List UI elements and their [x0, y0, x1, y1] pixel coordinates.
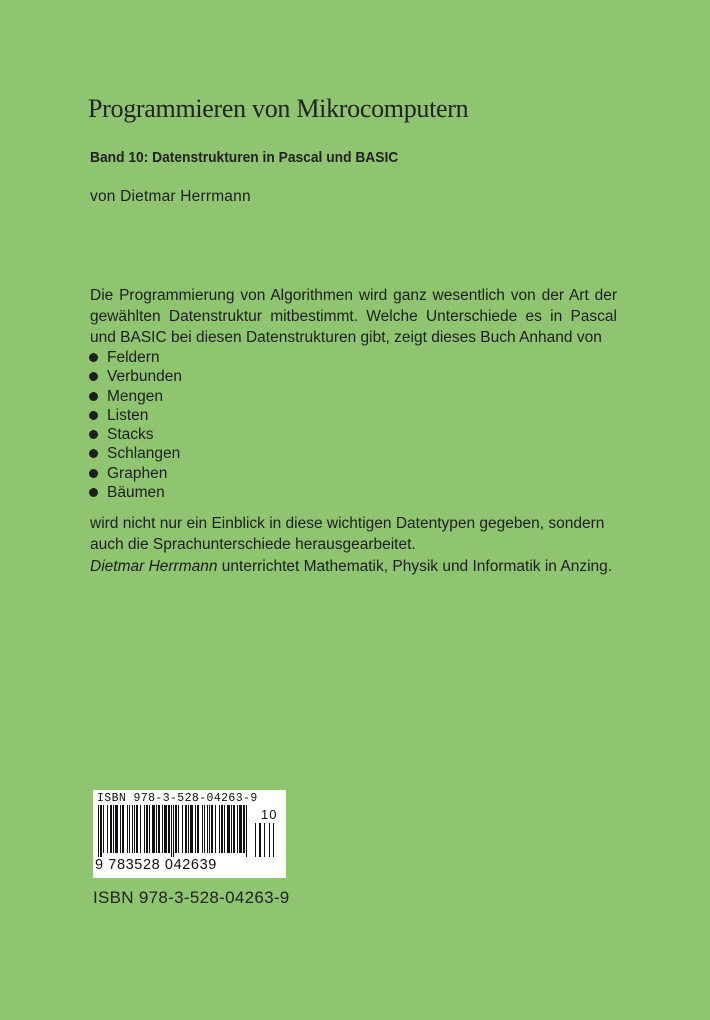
barcode-bar: [197, 805, 199, 853]
barcode-bar: [188, 805, 189, 853]
barcode-bar: [144, 805, 145, 853]
bullet-icon: [89, 430, 98, 439]
bullet-icon: [89, 469, 98, 478]
barcode-box: [93, 790, 286, 878]
barcode-bar: [190, 805, 193, 853]
intro-paragraph: Die Programmierung von Algorithmen wird ganz wesentlich von der Art der gewählten Datenstruktur mitbestimmt. Welche Unterschiede es in Pascal und BASIC bei diesen Datenstrukturen gibt, zeigt dieses Buch Anhand von: [90, 287, 617, 346]
bullet-icon: [89, 411, 98, 420]
barcode-bar: [100, 805, 102, 857]
barcode-bar: [136, 805, 138, 853]
barcode-bar: [134, 805, 135, 853]
barcode-bar: [173, 805, 174, 857]
barcode-bar: [185, 805, 187, 853]
barcode-bar: [239, 805, 242, 853]
barcode-bar: [98, 805, 99, 857]
volume-title: Band 10: Datenstrukturen in Pascal und BASIC: [90, 149, 399, 166]
list-item: [89, 387, 182, 406]
barcode-bar: [219, 805, 220, 853]
barcode-bar: [224, 805, 225, 853]
barcode-isbn-label: ISBN 978-3-528-04263-9: [97, 792, 258, 805]
barcode-bar: [195, 805, 196, 853]
list-item: [89, 483, 182, 502]
list-item: [89, 464, 182, 483]
barcode-bar: [227, 805, 230, 853]
bullet-icon: [89, 372, 98, 381]
outro-paragraph: wird nicht nur ein Einblick in diese wichtigen Datentypen gegeben, sondern auch die Sprachunterschiede herausgearbeitet.: [90, 515, 605, 553]
barcode-bar: [127, 805, 128, 853]
barcode-bar: [202, 805, 203, 853]
barcode-bar: [122, 805, 124, 853]
barcode-bar: [115, 805, 118, 853]
list-item-label: Mengen: [107, 387, 164, 405]
list-item: [89, 425, 182, 444]
barcode-bar: [140, 805, 141, 853]
barcode-bar: [237, 805, 238, 853]
barcode-bar: [164, 805, 167, 853]
list-item: [89, 406, 182, 425]
barcode-bar: [132, 805, 133, 853]
barcode-bar: [107, 805, 108, 853]
barcode-bar: [211, 805, 213, 853]
barcode-bar: [175, 805, 177, 853]
series-title: Programmieren von Mikrocomputern: [88, 94, 469, 123]
list-item-label: Listen: [107, 406, 149, 424]
bullet-icon: [89, 449, 98, 458]
barcode-bar: [231, 805, 232, 853]
author-line: von Dietmar Herrmann: [90, 188, 251, 205]
barcode-bar: [113, 805, 114, 853]
list-item: [89, 367, 182, 386]
list-item-label: Verbunden: [107, 368, 182, 386]
bullet-icon: [89, 392, 98, 401]
barcode-bar: [103, 805, 104, 853]
barcode-bar: [162, 805, 163, 853]
barcode-addon-bar: [269, 823, 270, 857]
barcode-bar: [204, 805, 205, 853]
barcode-bars: [98, 805, 278, 857]
barcode-bar: [120, 805, 121, 853]
barcode-addon-bar: [259, 823, 261, 857]
barcode-bar: [171, 805, 172, 857]
barcode-bar: [149, 805, 150, 853]
list-item-label: Bäumen: [107, 484, 165, 502]
barcode-addon-bar: [273, 823, 274, 857]
bullet-icon: [89, 488, 98, 497]
barcode-bar: [209, 805, 210, 853]
barcode-bar: [215, 805, 216, 853]
barcode-addon-bar: [264, 823, 265, 857]
barcode-bar: [233, 805, 235, 853]
barcode-bar: [110, 805, 112, 853]
barcode-bar: [182, 805, 183, 853]
bullet-icon: [89, 353, 98, 362]
barcode-bar: [158, 805, 160, 853]
barcode-bar: [146, 805, 148, 853]
author-bio: [90, 556, 617, 577]
barcode-bar: [207, 805, 208, 853]
list-item-label: Feldern: [107, 349, 160, 366]
topic-list: [89, 348, 182, 502]
barcode-ean-digits: 9 783528 042639: [95, 857, 217, 873]
barcode-addon: 10: [261, 807, 278, 822]
list-item-label: Graphen: [107, 464, 168, 482]
list-item-label: Stacks: [107, 426, 154, 444]
barcode-bar: [221, 805, 223, 853]
barcode-bar: [129, 805, 130, 853]
list-item: [89, 444, 182, 463]
barcode-addon-bar: [255, 823, 256, 857]
barcode-bar: [152, 805, 155, 853]
barcode-bar: [168, 805, 170, 853]
barcode-bar: [156, 805, 157, 853]
author-bio-text: unterrichtet Mathematik, Physik und Informatik in Anzing.: [217, 558, 613, 575]
list-item: [89, 348, 182, 367]
isbn-bottom: ISBN 978-3-528-04263-9: [93, 888, 290, 907]
barcode-bar: [246, 805, 247, 857]
barcode-bar: [243, 805, 245, 853]
barcode-bar: [178, 805, 179, 853]
author-name: Dietmar Herrmann: [90, 558, 218, 575]
list-item-label: Schlangen: [107, 445, 181, 463]
